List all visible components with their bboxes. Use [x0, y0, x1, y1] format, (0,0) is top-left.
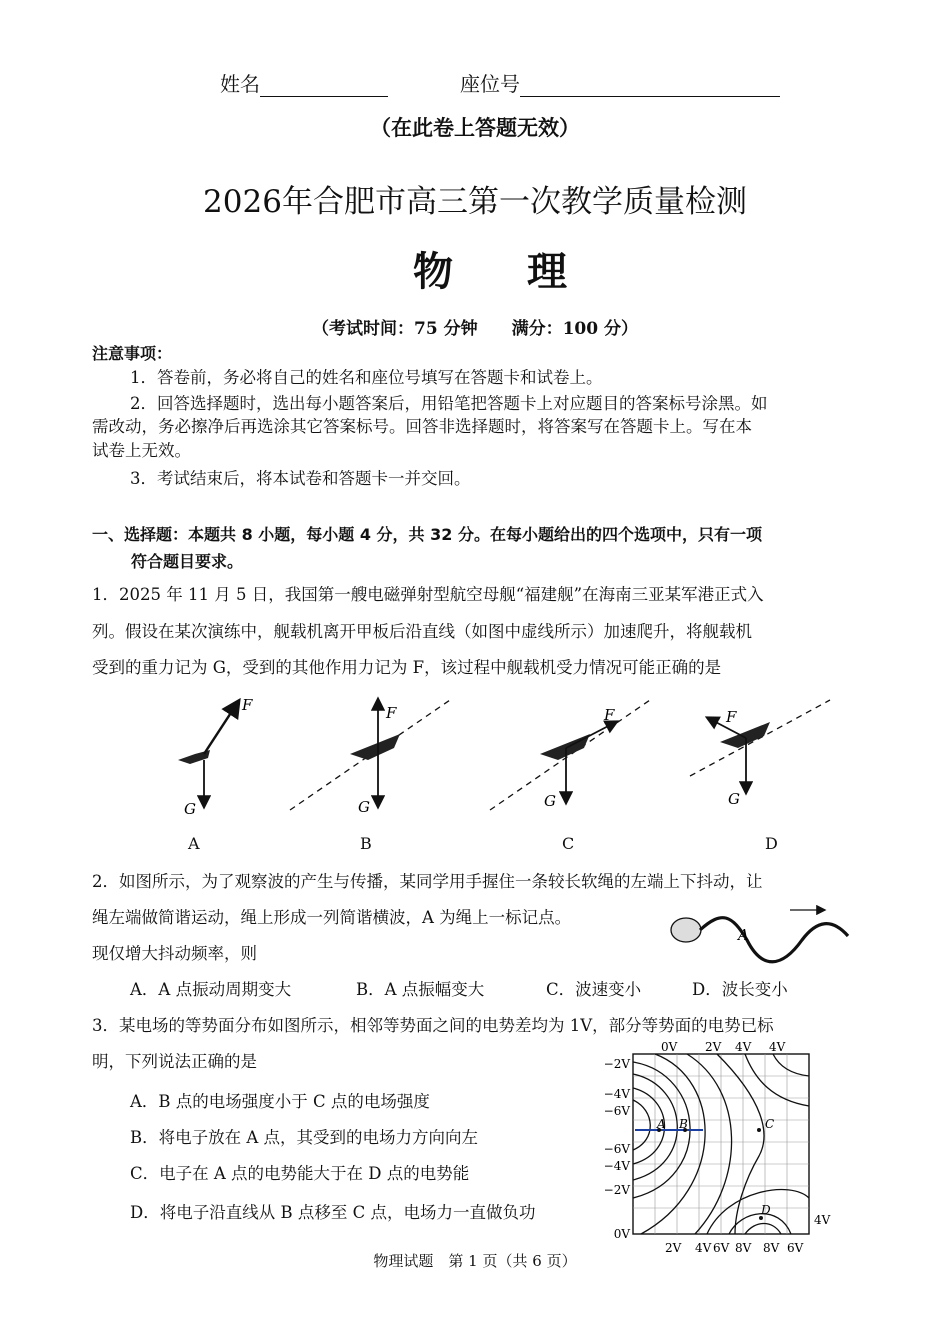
name-blank[interactable] [260, 76, 388, 97]
seat-label: 座位号 [460, 72, 520, 96]
q3-left-label: −4V [603, 1159, 630, 1173]
notice-line: 2．回答选择题时，选出每小题答案后，用铅笔把答题卡上对应题目的答案标号涂黑。如 [130, 394, 768, 413]
q3-point-a: A [657, 1117, 666, 1131]
q3-left-label: −4V [603, 1087, 630, 1101]
q1-figure-a [178, 696, 253, 818]
section-heading-cont: 符合题目要求。 [131, 552, 244, 571]
rope-wave [700, 918, 848, 962]
q3-line: 3．某电场的等势面分布如图所示，相邻等势面之间的电势差均为 1V，部分等势面的电势已标 [92, 1016, 774, 1035]
q3-bottom-label: 8V [763, 1241, 780, 1255]
q2-option-a[interactable]: A．A 点振动周期变大 [130, 980, 292, 999]
exam-title: 2026年合肥市高三第一次教学质量检测 [203, 184, 747, 220]
page-footer: 物理试题 第 1 页（共 6 页） [373, 1252, 577, 1270]
q3-left-label: −2V [603, 1057, 630, 1071]
q3-option-a[interactable]: A．B 点的电场强度小于 C 点的电场强度 [130, 1092, 430, 1111]
q2-point-label: A [738, 926, 749, 944]
notice-heading: 注意事项： [92, 344, 173, 363]
q1-b-label-f: F [386, 704, 397, 722]
name-field [220, 68, 388, 97]
notice-line: 3．考试结束后，将本试卷和答题卡一并交回。 [130, 469, 471, 488]
q1-figure-c [490, 700, 650, 810]
seat-field [460, 68, 780, 97]
invalid-note: （在此卷上答题无效） [370, 116, 580, 140]
exam-info: （考试时间：75 分钟 满分：100 分） [312, 319, 638, 339]
q1-figure-b [290, 700, 450, 816]
q1-option-b[interactable]: B [360, 834, 372, 853]
q3-option-d[interactable]: D．将电子沿直线从 B 点移至 C 点，电场力一直做负功 [130, 1203, 536, 1222]
q3-top-label: 0V [661, 1040, 678, 1054]
q3-bottom-label: 2V [665, 1241, 682, 1255]
q2-option-c[interactable]: C．波速变小 [546, 980, 642, 999]
q3-option-b[interactable]: B．将电子放在 A 点，其受到的电场力方向向左 [130, 1128, 479, 1147]
q1-d-label-g: G [728, 790, 740, 808]
q3-top-label: 4V [769, 1040, 786, 1054]
q2-figure [662, 900, 852, 980]
q2-option-b[interactable]: B．A 点振幅变大 [356, 980, 485, 999]
notice-line: 需改动，务必擦净后再选涂其它答案标号。回答非选择题时，将答案写在答题卡上。写在本 [92, 417, 752, 436]
q1-line: 1．2025 年 11 月 5 日，我国第一艘电磁弹射型航空母舰“福建舰”在海南三亚某军港正式入 [92, 585, 764, 604]
q3-point-d: D [761, 1203, 771, 1217]
q3-left-label: −6V [603, 1104, 630, 1118]
q2-line: 绳左端做简谐运动，绳上形成一列简谐横波，A 为绳上一标记点。 [92, 908, 572, 927]
q3-option-c[interactable]: C．电子在 A 点的电势能大于在 D 点的电势能 [130, 1164, 470, 1183]
seat-blank[interactable] [520, 76, 780, 97]
q3-right-label: 4V [814, 1213, 831, 1227]
q3-bottom-label: 8V [735, 1241, 752, 1255]
q1-figure-d [690, 700, 830, 808]
q3-bottom-label: 6V [713, 1241, 730, 1255]
q2-option-d[interactable]: D．波长变小 [692, 980, 788, 999]
q3-left-label: −6V [603, 1142, 630, 1156]
q1-c-label-g: G [544, 792, 556, 810]
notice-line: 1．答卷前，务必将自己的姓名和座位号填写在答题卡和试卷上。 [130, 368, 603, 387]
q1-a-label-g: G [184, 800, 196, 818]
q3-left-label: −2V [603, 1183, 630, 1197]
q3-line: 明，下列说法正确的是 [92, 1052, 257, 1071]
q1-option-a[interactable]: A [188, 834, 200, 853]
q1-line: 受到的重力记为 G，受到的其他作用力记为 F，该过程中舰载机受力情况可能正确的是 [92, 658, 722, 677]
q3-equipotential-figure [595, 1040, 845, 1262]
hand-icon [671, 918, 701, 942]
q2-line: 2．如图所示，为了观察波的产生与传播，某同学用手握住一条较长软绳的左端上下抖动，让 [92, 872, 763, 891]
name-label: 姓名 [220, 72, 260, 96]
q1-option-d[interactable]: D [765, 834, 778, 853]
q1-line: 列。假设在某次演练中，舰载机离开甲板后沿直线（如图中虚线所示）加速爬升，将舰载机 [92, 622, 752, 641]
q3-bottom-label: 6V [787, 1241, 804, 1255]
q3-point-c: C [765, 1117, 775, 1131]
q3-point-b: B [679, 1117, 688, 1131]
subject-title: 物 理 [413, 249, 597, 295]
q3-top-label: 2V [705, 1040, 722, 1054]
q2-line: 现仅增大抖动频率，则 [92, 944, 257, 963]
q1-a-label-f: F [242, 696, 253, 714]
q1-c-label-f: F [604, 706, 615, 724]
notice-line: 试卷上无效。 [92, 441, 191, 460]
q1-figures [160, 690, 840, 830]
q3-left-label: 0V [613, 1227, 630, 1241]
q3-top-label: 4V [735, 1040, 752, 1054]
q1-d-label-f: F [726, 708, 737, 726]
q1-option-c[interactable]: C [562, 834, 575, 853]
q1-b-label-g: G [358, 798, 370, 816]
q3-bottom-label: 4V [695, 1241, 712, 1255]
section-heading: 一、选择题：本题共 8 小题，每小题 4 分，共 32 分。在每小题给出的四个选项中，只有一项 [92, 525, 762, 544]
